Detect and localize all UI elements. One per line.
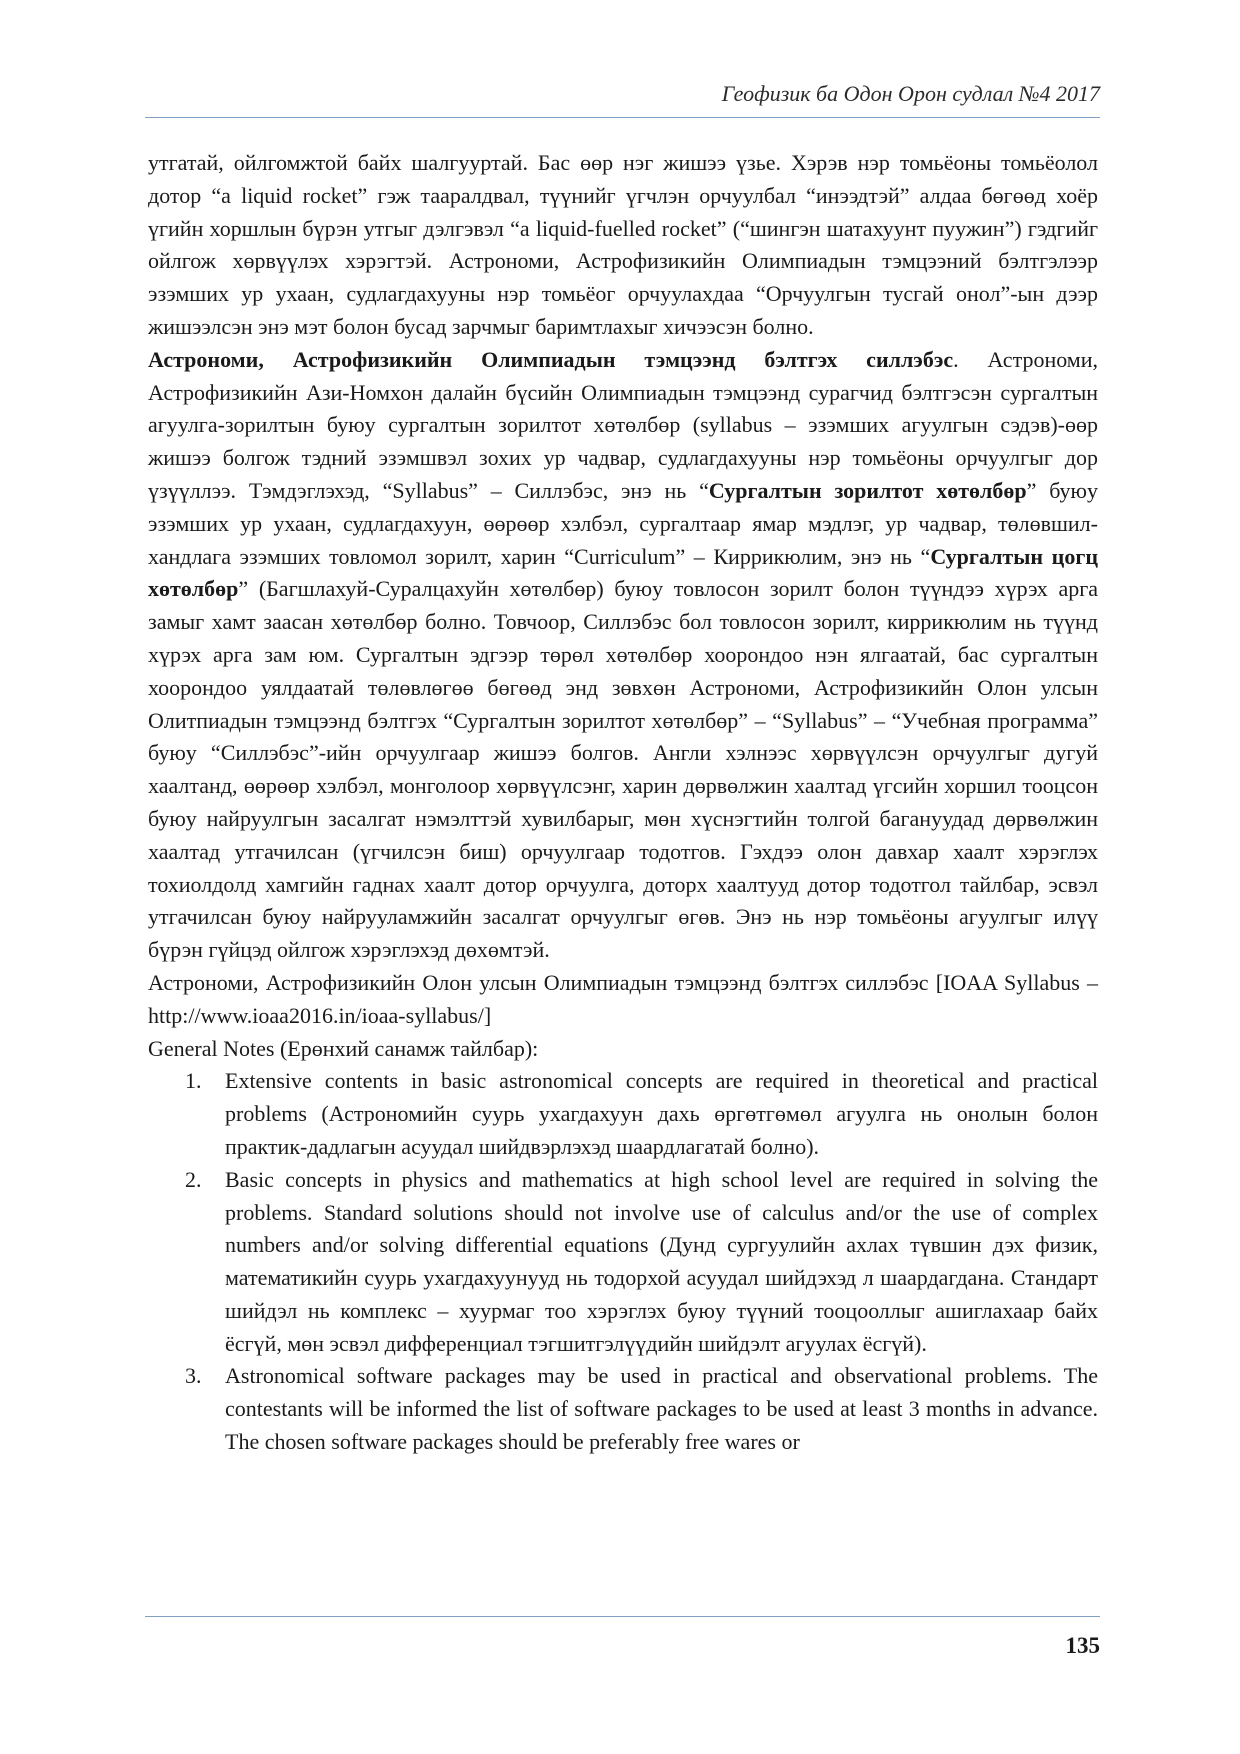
bold-term-syllabus: Сургалтын зорилтот хөтөлбөр [708,477,1027,503]
page-number: 135 [1065,1633,1100,1658]
list-item [148,1065,1098,1163]
paragraph-syllabus-intro [148,344,1098,967]
list-item-number: 3. [185,1363,202,1389]
paragraph-text: . Астрономи, Астрофизикийн Ази-Номхон далайн бүсийн Олимпиадын тэмцээнд сурагчид бэлтгэсэн сургалтын агуулга-зорилтын буюу сургалтын зорилтот хөтөлбөр (syllabus – эзэмших агуулгын сэдэв)-өөр жишээ болгож тэдний эзэмшвэл зохих ур чадвар, судлагдахууны нэр томьёоны орчуулгыг дор үзүүллээ. Тэмдэглэхэд, “Syllabus” – Силлэбэс, энэ нь “ [148,346,1098,503]
paragraph-text: ” (Багшлахуй-Суралцахуйн хөтөлбөр) буюу товлосон зорилт болон түүндээ хүрэх арга замыг хамт заасан хөтөлбөр болно. Товчоор, Силлэбэс бол товлосон зорилт, киррикюлим нь түүнд хүрэх арга зам юм. Сургалтын эдгээр төрөл хөтөлбөр хоорондоо нэн ялгаатай, бас сургалтын хоорондоо уялдаатай төлөвлөгөө бөгөөд энд зөвхөн Астрономи, Астрофизикийн Олон улсын Олитпиадын тэмцээнд бэлтгэх “Сургалтын зорилтот хөтөлбөр” – “Syllabus” – “Учебная программа” буюу “Силлэбэс”-ийн орчуулгаар жишээ болгов. Англи хэлнээс хөрвүүлсэн орчуулгыг дугуй хаалтанд, өөрөөр хэлбэл, монголоор хөрвүүлсэнг, харин дөрвөлжин хаалтад үгсийн хоршил тооцсон буюу найруулгын засалгат нэмэлттэй хувилбарыг, мөн хүснэгтийн толгой багануудад дөрвөлжин хаалтад утгачилсан (үгчилсэн биш) орчуулгаар тодотгов. Гэхдээ олон давхар хаалт хэрэглэх тохиолдолд хамгийн гаднах хаалт дотор орчуулга, доторх хаалтууд дотор тодотгол тайлбар, эсвэл утгачилсан буюу найрууламжийн засалгат орчуулгыг өгөв. Энэ нь нэр томьёоны агуулгыг илүү бүрэн гүйцэд ойлгож хэрэглэхэд дөхөмтэй. [148,576,1098,963]
list-item-text: Extensive contents in basic astronomical concepts are required in theoretical and practical problems (Астрономийн суурь ухагдахуун дахь өргөтгөмөл агуулга нь онолын болон практик-дадлагын асуудал шийдвэрлэхэд шаардлагатай болно). [225,1068,1098,1159]
footer-rule [145,1616,1100,1617]
running-header: Геофизик ба Одон Орон судлал №4 2017 [721,81,1100,106]
general-notes-list [148,1065,1098,1459]
bold-term-curriculum: Сургалтын цогц хөтөлбөр [148,543,1098,602]
list-item-number: 1. [185,1068,202,1094]
paragraph-text: ” буюу эзэмших ур ухаан, судлагдахуун, өөрөөр хэлбэл, сургалтаар ямар мэдлэг, ур чадвар, төлөвшил-хандлага эзэмших товломол зорилт, харин “Curriculum” – Киррикюлим, энэ нь “ [148,477,1098,569]
list-item [148,1164,1098,1361]
list-item-text: Basic concepts in physics and mathematics at high school level are required in solving the problems. Standard solutions should not involve use of calculus and/or the use of complex numbers and/or solving differential equations (Дунд сургуулийн ахлах түвшин дэх физик, математикийн суурь ухагдахуунууд нь тодорхой асуудал шийдэхэд л шаардагдана. Стандарт шийдэл нь комплекс – хуурмаг тоо хэрэглэх буюу түүний тооцооллыг ашиглахаар байх ёсгүй, мөн эсвэл дифференциал тэгшитгэлүүдийн шийдэлт агуулах ёсгүй). [225,1166,1098,1356]
page-body [148,147,1098,1459]
list-item [148,1360,1098,1458]
paragraph-ioaa-syllabus-reference: Астрономи, Астрофизикийн Олон улсын Олимпиадын тэмцээнд бэлтгэх силлэбэс [IOAA Syllabus – http://www.ioaa2016.in/ioaa-syllabus/] [148,969,1098,1028]
list-item-number: 2. [185,1166,202,1192]
section-heading: Астрономи, Астрофизикийн Олимпиадын тэмцээнд бэлтгэх силлэбэс [148,346,954,372]
paragraph-translation-principles: утгатай, ойлгомжтой байх шалгууртай. Бас өөр нэг жишээ үзье. Хэрэв нэр томьёоны томьёолол дотор “a liquid rocket” гэж тааралдвал, түүнийг үгчлэн орчуулбал “инээдтэй” алдаа бөгөөд хоёр үгийн хоршлын бүрэн утгыг дэлгэвэл “a liquid-fuelled rocket” (“шингэн шатахуунт пуужин”) гэдгийг ойлгож хөрвүүлэх хэрэгтэй. Астрономи, Астрофизикийн Олимпиадын тэмцээний бэлтгэлээр эзэмших ур ухаан, судлагдахууны нэр томьёог орчуулахдаа “Орчуулгын тусгай онол”-ын дээр жишээлсэн энэ мэт болон бусад зарчмыг баримтлахыг хичээсэн болно. [148,150,1098,339]
general-notes-heading: General Notes (Ерөнхий санамж тайлбар): [148,1035,539,1061]
header-rule [145,117,1100,118]
list-item-text: Astronomical software packages may be used in practical and observational problems. The contestants will be informed the list of software packages to be used at least 3 months in advance. The chosen software packages should be preferably free wares or [225,1363,1098,1455]
